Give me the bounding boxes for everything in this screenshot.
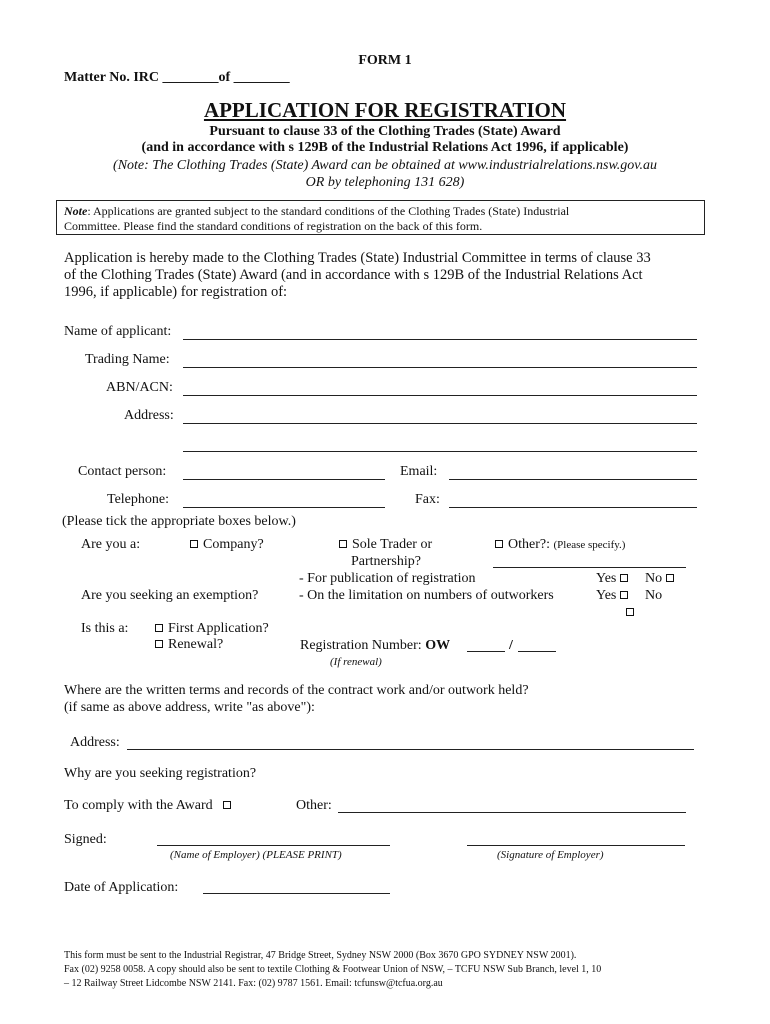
exemption-limitation-label: - On the limitation on numbers of outworkers xyxy=(299,588,554,603)
company-option[interactable] xyxy=(190,537,264,553)
publication-no-label: No xyxy=(645,571,663,586)
comply-award-checkbox[interactable] xyxy=(223,801,231,809)
limitation-yes-label: Yes xyxy=(596,588,617,603)
date-of-application-label: Date of Application: xyxy=(64,880,179,895)
email-field[interactable] xyxy=(449,479,697,480)
date-of-application-field[interactable] xyxy=(203,893,390,894)
limitation-no-checkbox[interactable] xyxy=(626,608,634,616)
name-of-applicant-label: Name of applicant: xyxy=(64,324,172,339)
abn-acn-field[interactable] xyxy=(183,395,697,396)
records-address-field[interactable] xyxy=(127,749,694,750)
sole-trader-label: Sole Trader or xyxy=(352,537,433,552)
publication-yes-label: Yes xyxy=(596,571,617,586)
are-you-label: Are you a: xyxy=(81,537,141,552)
limitation-no-option[interactable] xyxy=(626,605,639,621)
notice-line-1 xyxy=(64,204,569,219)
title-note-2: OR by telephoning 131 628) xyxy=(305,175,465,190)
contact-person-field[interactable] xyxy=(183,479,385,480)
notice-label: Note xyxy=(64,204,88,218)
if-renewal-note: (If renewal) xyxy=(330,656,382,668)
is-this-label: Is this a: xyxy=(81,621,129,636)
notice-text-1: : Applications are granted subject to the standard conditions of the Clothing Trades (State) Industrial xyxy=(87,204,570,218)
records-address-label: Address: xyxy=(70,735,120,750)
telephone-label: Telephone: xyxy=(107,492,169,507)
trading-name-label: Trading Name: xyxy=(85,352,170,367)
footer-line-1: This form must be sent to the Industrial Registrar, 47 Bridge Street, Sydney NSW 2000 (Box 3670 GPO SYDNEY NSW 2001). xyxy=(64,950,577,961)
name-of-applicant-field[interactable] xyxy=(183,339,697,340)
renewal-checkbox[interactable] xyxy=(155,640,163,648)
employer-name-caption: (Name of Employer) (PLEASE PRINT) xyxy=(170,849,342,861)
sole-trader-checkbox[interactable] xyxy=(339,540,347,548)
employer-signature-field[interactable] xyxy=(467,845,685,846)
contact-person-label: Contact person: xyxy=(78,464,167,479)
records-question: Where are the written terms and records of the contract work and/or outwork held? xyxy=(64,683,529,698)
comply-award-label: To comply with the Award xyxy=(64,798,213,813)
employer-name-field[interactable] xyxy=(157,845,390,846)
intro-line-3: 1996, if applicable) for registration of: xyxy=(64,284,288,300)
address-label: Address: xyxy=(124,408,174,423)
fax-field[interactable] xyxy=(449,507,697,508)
publication-no-checkbox[interactable] xyxy=(666,574,674,582)
title-note-1: (Note: The Clothing Trades (State) Award can be obtained at www.industrialrelations.nsw.gov.au xyxy=(113,158,657,173)
fax-label: Fax: xyxy=(415,492,440,507)
telephone-field[interactable] xyxy=(183,507,385,508)
publication-yes-option[interactable] xyxy=(596,571,633,587)
first-application-checkbox[interactable] xyxy=(155,624,163,632)
matter-number: Matter No. IRC ________of ________ xyxy=(64,70,290,85)
footer-line-3: – 12 Railway Street Lidcombe NSW 2141. Fax: (02) 9787 1561. Email: tcfunsw@tcfua.org.au xyxy=(64,978,443,989)
registration-number-field-1[interactable] xyxy=(467,651,505,652)
exemption-label: Are you seeking an exemption? xyxy=(81,588,259,603)
publication-no-option[interactable] xyxy=(645,571,679,587)
other-type-checkbox[interactable] xyxy=(495,540,503,548)
limitation-yes-option[interactable] xyxy=(596,588,633,604)
address-field-line-2[interactable] xyxy=(183,451,697,452)
title-subline-1: Pursuant to clause 33 of the Clothing Trades (State) Award xyxy=(209,124,561,139)
records-instruction: (if same as above address, write "as above"): xyxy=(64,700,315,715)
signed-label: Signed: xyxy=(64,832,107,847)
company-checkbox[interactable] xyxy=(190,540,198,548)
exemption-publication-label: - For publication of registration xyxy=(299,571,476,586)
registration-number-label xyxy=(300,638,450,654)
registration-number-text: Registration Number: xyxy=(300,638,422,653)
limitation-no-label: No xyxy=(645,588,663,603)
address-field-line-1[interactable] xyxy=(183,423,697,424)
renewal-label: Renewal? xyxy=(168,637,224,652)
partnership-label: Partnership? xyxy=(351,554,421,569)
other-type-specify: (Please specify.) xyxy=(553,539,626,551)
intro-line-1: Application is hereby made to the Clothing Trades (State) Industrial Committee in terms of clause 33 xyxy=(64,250,651,266)
other-type-label: Other?: xyxy=(508,537,550,552)
why-other-label: Other: xyxy=(296,798,332,813)
form-number: FORM 1 xyxy=(358,53,412,68)
footer-line-2: Fax (02) 9258 0058. A copy should also be sent to textile Clothing & Footwear Union of NSW, – TCFU NSW Sub Branch, level 1, 10 xyxy=(64,964,602,975)
why-question: Why are you seeking registration? xyxy=(64,766,257,781)
page-title: APPLICATION FOR REGISTRATION xyxy=(203,98,567,122)
notice-line-2: Committee. Please find the standard conditions of registration on the back of this form. xyxy=(64,219,483,233)
comply-award-option[interactable] xyxy=(64,798,236,814)
email-label: Email: xyxy=(400,464,438,479)
first-application-label: First Application? xyxy=(168,621,269,636)
intro-line-2: of the Clothing Trades (State) Award (and in accordance with s 129B of the Industrial Relations Act xyxy=(64,267,643,283)
employer-signature-caption: (Signature of Employer) xyxy=(497,849,604,861)
notice-box xyxy=(56,200,705,235)
first-application-option[interactable] xyxy=(155,621,269,637)
other-type-field[interactable] xyxy=(493,567,686,568)
company-label: Company? xyxy=(203,537,264,552)
tick-instruction: (Please tick the appropriate boxes below.) xyxy=(62,514,296,529)
abn-acn-label: ABN/ACN: xyxy=(106,380,173,395)
registration-number-field-2[interactable] xyxy=(518,651,556,652)
title-subline-2: (and in accordance with s 129B of the Industrial Relations Act 1996, if applicable) xyxy=(141,140,629,155)
sole-trader-option[interactable] xyxy=(339,537,432,553)
limitation-yes-checkbox[interactable] xyxy=(620,591,628,599)
other-type-option[interactable] xyxy=(495,537,625,553)
publication-yes-checkbox[interactable] xyxy=(620,574,628,582)
registration-prefix: OW xyxy=(425,638,451,653)
trading-name-field[interactable] xyxy=(183,367,697,368)
why-other-field[interactable] xyxy=(338,812,686,813)
renewal-option[interactable] xyxy=(155,637,223,653)
registration-slash: / xyxy=(509,638,513,653)
